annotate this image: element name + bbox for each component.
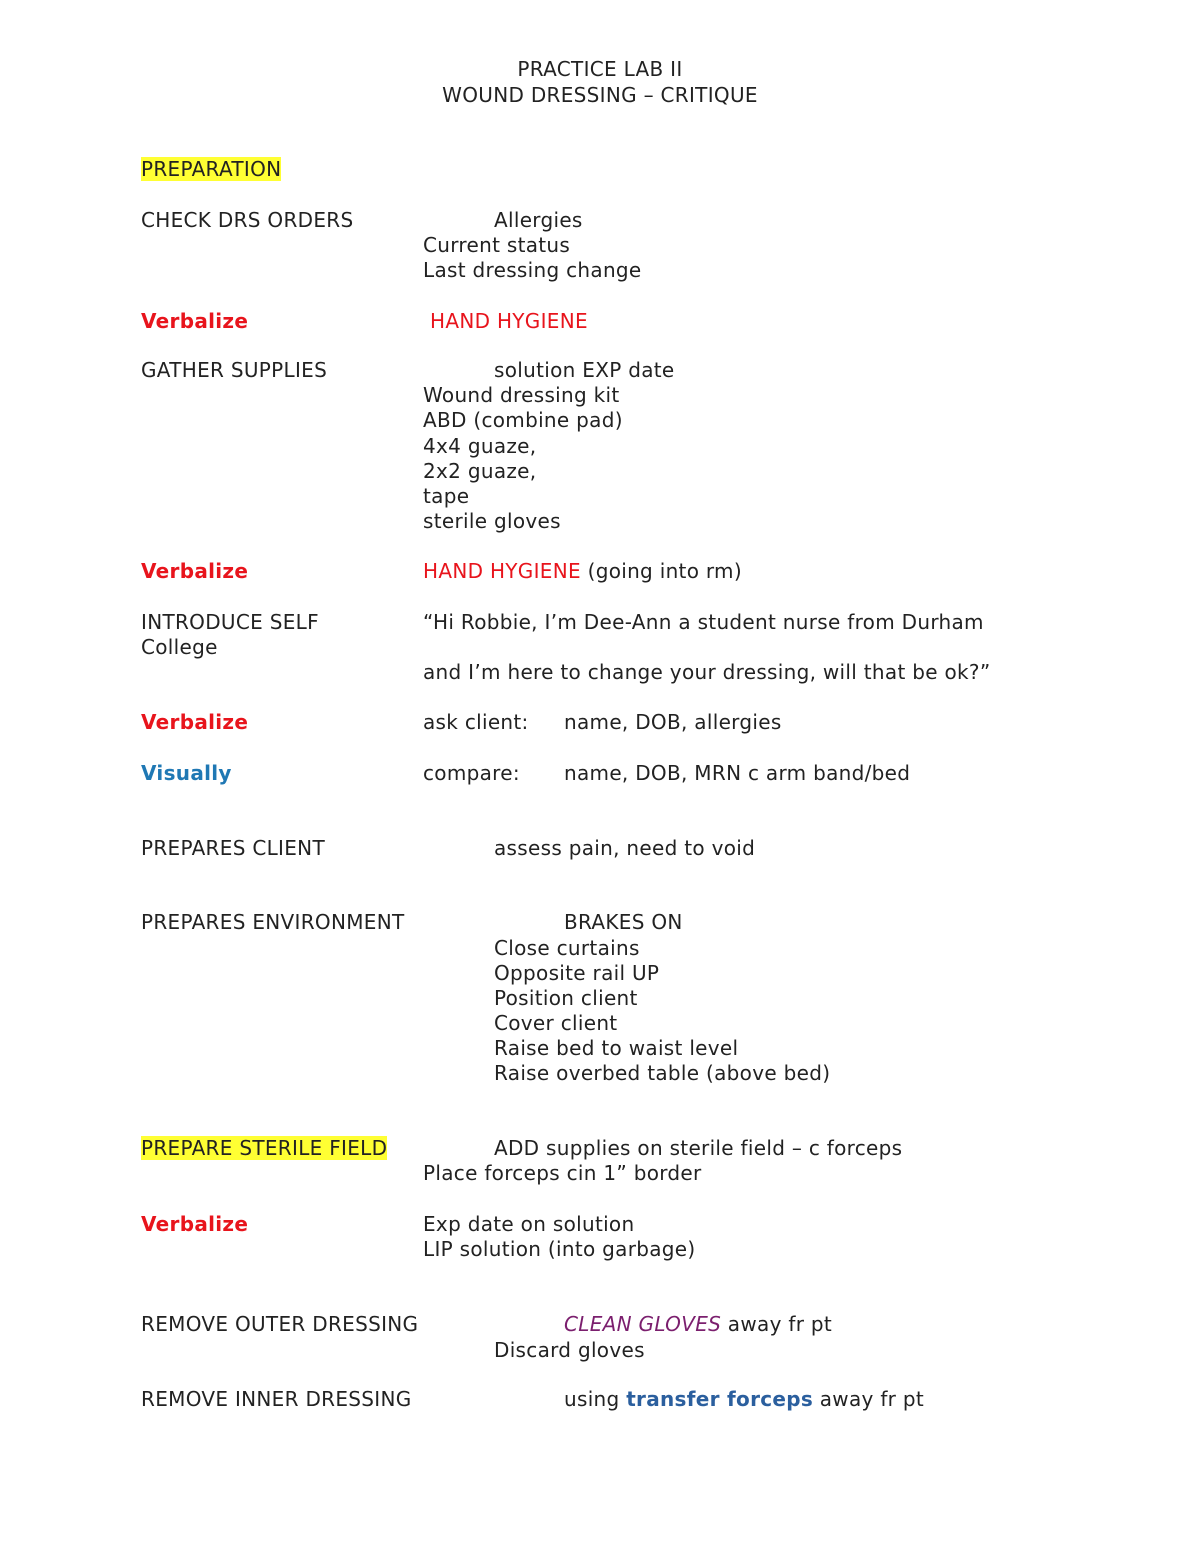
title-line-1: PRACTICE LAB II xyxy=(517,57,683,81)
environment-item: Opposite rail UP xyxy=(494,961,660,985)
environment-item: Raise overbed table (above bed) xyxy=(494,1061,831,1085)
environment-item: BRAKES ON xyxy=(564,910,683,934)
check-orders-item: Last dressing change xyxy=(423,258,642,282)
environment-item: Position client xyxy=(494,986,638,1010)
prepares-environment-label: PREPARES ENVIRONMENT xyxy=(141,910,405,934)
gather-supplies-label: GATHER SUPPLIES xyxy=(141,358,328,382)
sterile-field-heading xyxy=(141,1136,387,1161)
verbalize-label: Verbalize xyxy=(141,1212,249,1236)
preparation-highlight: PREPARATION xyxy=(141,157,282,181)
compare-detail: name, DOB, MRN c arm band/bed xyxy=(564,761,911,785)
remove-outer-rest: away fr pt xyxy=(721,1312,833,1336)
remove-inner-label: REMOVE INNER DRESSING xyxy=(141,1387,412,1411)
remove-inner-rest: away fr pt xyxy=(813,1387,924,1411)
remove-outer-text xyxy=(564,1312,832,1337)
environment-item: Raise bed to waist level xyxy=(494,1036,739,1060)
clean-gloves-emphasis: CLEAN GLOVES xyxy=(564,1312,722,1336)
supply-item: 2x2 guaze, xyxy=(423,459,537,483)
supply-item: Wound dressing kit xyxy=(423,383,620,407)
check-orders-item: Allergies xyxy=(494,208,583,232)
discard-gloves-text: Discard gloves xyxy=(494,1338,645,1362)
verbalize-label: Verbalize xyxy=(141,559,249,583)
title-line-2: WOUND DRESSING – CRITIQUE xyxy=(442,83,758,107)
prepares-client-text: assess pain, need to void xyxy=(494,836,756,860)
sterile-field-item: ADD supplies on sterile field – c forceps xyxy=(494,1136,903,1160)
introduce-line-1: “Hi Robbie, I’m Dee-Ann a student nurse from Durham xyxy=(423,610,984,634)
environment-item: Cover client xyxy=(494,1011,618,1035)
section-heading-preparation xyxy=(141,157,281,182)
environment-item: Close curtains xyxy=(494,936,640,960)
solution-item: LIP solution (into garbage) xyxy=(423,1237,696,1261)
supply-item: ABD (combine pad) xyxy=(423,408,623,432)
supply-item: sterile gloves xyxy=(423,509,561,533)
sterile-field-item: Place forceps cin 1” border xyxy=(423,1161,702,1185)
introduce-line-wrap: College xyxy=(141,635,218,659)
transfer-forceps-emphasis: transfer forceps xyxy=(626,1387,814,1411)
hand-hygiene-text: HAND HYGIENE xyxy=(430,309,588,333)
visually-label: Visually xyxy=(141,761,232,785)
ask-client-detail: name, DOB, allergies xyxy=(564,710,782,734)
supply-item: tape xyxy=(423,484,470,508)
check-orders-label: CHECK DRS ORDERS xyxy=(141,208,354,232)
compare-action: compare: xyxy=(423,761,520,785)
remove-outer-label: REMOVE OUTER DRESSING xyxy=(141,1312,419,1336)
sterile-field-highlight: PREPARE STERILE FIELD xyxy=(141,1136,388,1160)
hand-hygiene-emphasis: HAND HYGIENE xyxy=(423,559,581,583)
check-orders-item: Current status xyxy=(423,233,571,257)
introduce-self-label: INTRODUCE SELF xyxy=(141,610,319,634)
verbalize-label: Verbalize xyxy=(141,309,249,333)
ask-client-action: ask client: xyxy=(423,710,529,734)
remove-inner-pre: using xyxy=(564,1387,627,1411)
prepares-client-label: PREPARES CLIENT xyxy=(141,836,325,860)
remove-inner-text xyxy=(564,1387,924,1412)
verbalize-label: Verbalize xyxy=(141,710,249,734)
hand-hygiene-room-text xyxy=(423,559,742,584)
supply-item: solution EXP date xyxy=(494,358,675,382)
supply-item: 4x4 guaze, xyxy=(423,434,537,458)
hand-hygiene-rest: (going into rm) xyxy=(580,559,742,583)
introduce-line-2: and I’m here to change your dressing, will that be ok?” xyxy=(423,660,991,684)
solution-item: Exp date on solution xyxy=(423,1212,635,1236)
